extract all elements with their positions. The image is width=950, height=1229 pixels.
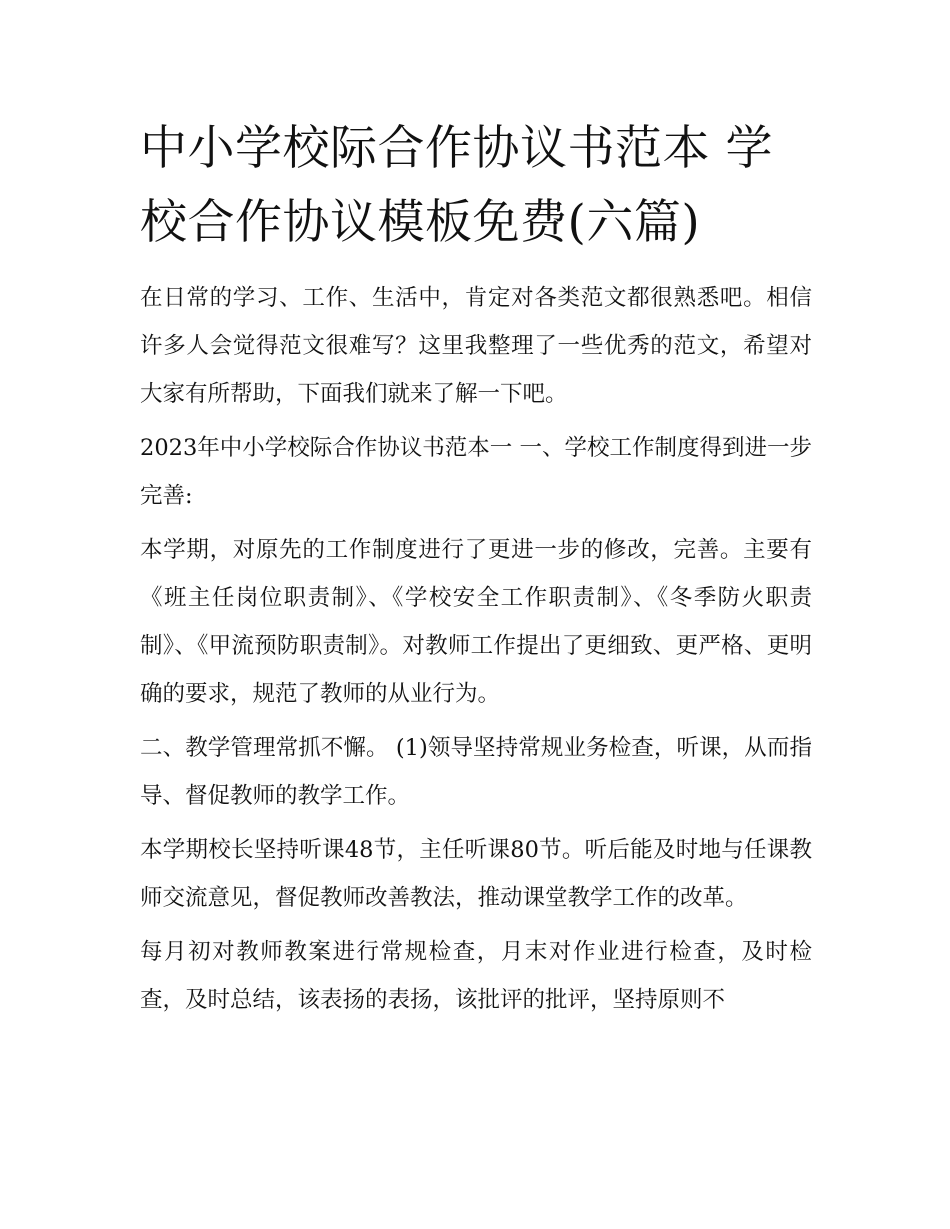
paragraph-intro: 在日常的学习、工作、生活中，肯定对各类范文都很熟悉吧。相信许多人会觉得范文很难写？这里我整理了一些优秀的范文，希望对大家有所帮助，下面我们就来了解一下吧。 xyxy=(140,285,812,407)
paragraph-monthly-check: 每月初对教师教案进行常规检查，月末对作业进行检查，及时检查，及时总结，该表扬的表扬，该批评的批评，坚持原则不 xyxy=(140,939,812,1013)
paragraph-lesson-observation: 本学期校长坚持听课48节，主任听课80节。听后能及时地与任课教师交流意见，督促教师改善教法，推动课堂教学工作的改革。 xyxy=(140,837,812,911)
document-page xyxy=(140,112,812,1030)
paragraph-work-system: 本学期，对原先的工作制度进行了更进一步的修改，完善。主要有《班主任岗位职责制》、《学校安全工作职责制》、《冬季防火职责制》、《甲流预防职责制》。对教师工作提出了更细致、更严格、更明确的要求，规范了教师的从业行为。 xyxy=(140,537,812,707)
document-title: 中小学校际合作协议书范本 学校合作协议模板免费(六篇) xyxy=(140,121,773,250)
paragraph-section-two: 二、教学管理常抓不懈。 (1)领导坚持常规业务检查，听课，从而指导、督促教师的教学工作。 xyxy=(140,735,812,809)
paragraph-section-one: 2023年中小学校际合作协议书范本一 一、学校工作制度得到进一步完善: xyxy=(140,435,812,509)
